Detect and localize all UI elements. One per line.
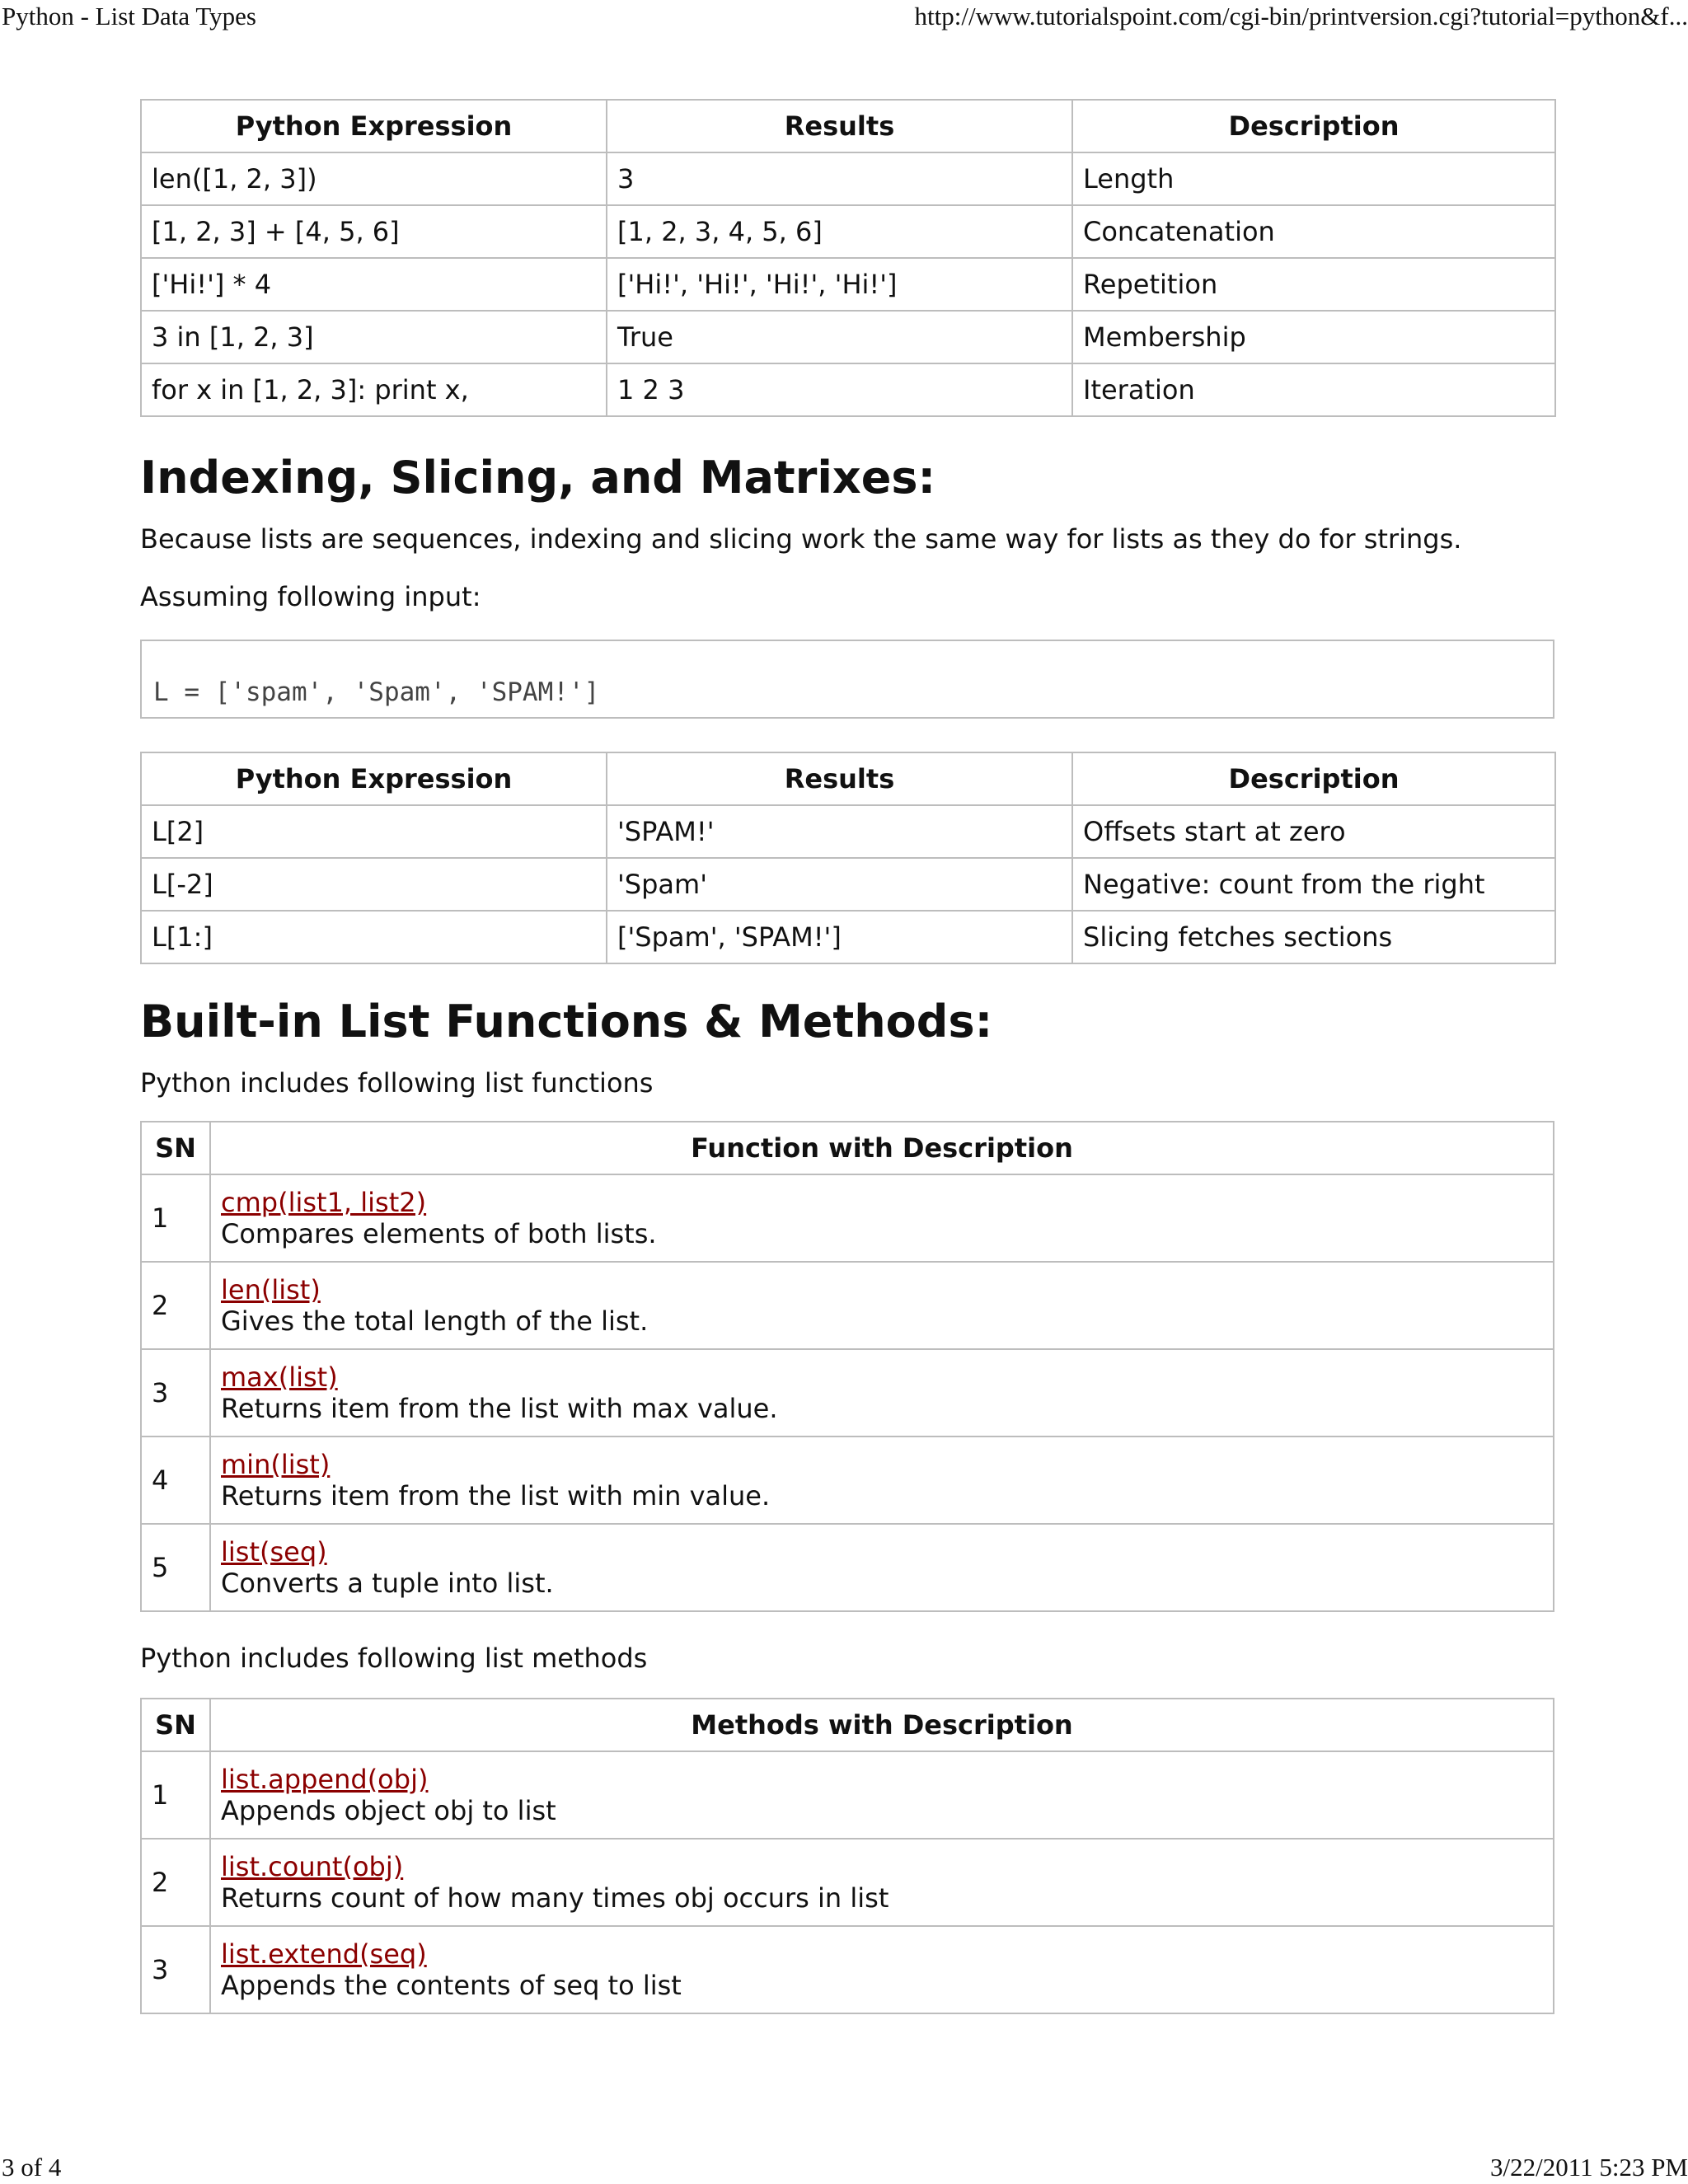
column-header: Results [607, 752, 1072, 805]
methods-table [140, 1698, 1554, 2014]
method-description: Appends the contents of seq to list [221, 1970, 682, 2001]
table-row [141, 1751, 1554, 1839]
function-description: Returns item from the list with max value. [221, 1393, 778, 1424]
table-row [141, 311, 1555, 363]
expression-cell: L[2] [141, 805, 607, 858]
table-row [141, 363, 1555, 416]
column-header: Description [1072, 752, 1555, 805]
function-cell [210, 1174, 1554, 1262]
sn-cell: 2 [141, 1262, 210, 1349]
method-link[interactable]: list.append(obj) [221, 1764, 429, 1795]
main-content [140, 99, 1554, 2014]
function-description: Gives the total length of the list. [221, 1305, 649, 1337]
table-header-row [141, 100, 1555, 152]
table-row [141, 911, 1555, 963]
functions-table [140, 1121, 1554, 1612]
methods-intro: Python includes following list methods [140, 1643, 648, 1674]
column-header: Results [607, 100, 1072, 152]
print-datetime: 3/22/2011 5:23 PM [1490, 2153, 1688, 2182]
page-title: Python - List Data Types [2, 2, 256, 30]
description-cell: Repetition [1072, 258, 1555, 311]
method-link[interactable]: list.extend(seq) [221, 1938, 427, 1970]
method-cell [210, 1839, 1554, 1926]
sn-cell: 1 [141, 1174, 210, 1262]
page-number: 3 of 4 [2, 2153, 62, 2182]
table-header-row [141, 752, 1555, 805]
function-link[interactable]: max(list) [221, 1361, 338, 1393]
table-header-row [141, 1122, 1554, 1174]
code-block: L = ['spam', 'Spam', 'SPAM!'] [140, 640, 1554, 719]
table-row [141, 258, 1555, 311]
method-cell [210, 1751, 1554, 1839]
function-description: Converts a tuple into list. [221, 1568, 554, 1599]
expression-cell: [1, 2, 3] + [4, 5, 6] [141, 205, 607, 258]
description-cell: Slicing fetches sections [1072, 911, 1555, 963]
builtins-heading: Built-in List Functions & Methods: [140, 996, 993, 1047]
print-header [0, 0, 1688, 33]
description-cell: Length [1072, 152, 1555, 205]
sn-cell: 5 [141, 1524, 210, 1611]
expression-cell: L[1:] [141, 911, 607, 963]
sn-cell: 4 [141, 1436, 210, 1524]
method-description: Returns count of how many times obj occurs in list [221, 1882, 889, 1914]
function-description: Returns item from the list with min value. [221, 1480, 771, 1511]
indexing-heading: Indexing, Slicing, and Matrixes: [140, 452, 936, 504]
result-cell: 'SPAM!' [607, 805, 1072, 858]
sn-cell: 3 [141, 1926, 210, 2013]
result-cell: ['Hi!', 'Hi!', 'Hi!', 'Hi!'] [607, 258, 1072, 311]
sn-cell: 1 [141, 1751, 210, 1839]
table-row [141, 858, 1555, 911]
table-row [141, 1926, 1554, 2013]
description-cell: Iteration [1072, 363, 1555, 416]
function-description: Compares elements of both lists. [221, 1218, 657, 1249]
column-header: Methods with Description [210, 1699, 1554, 1751]
function-cell [210, 1436, 1554, 1524]
expression-cell: 3 in [1, 2, 3] [141, 311, 607, 363]
expression-cell: L[-2] [141, 858, 607, 911]
expression-cell: len([1, 2, 3]) [141, 152, 607, 205]
sn-cell: 3 [141, 1349, 210, 1436]
method-link[interactable]: list.count(obj) [221, 1851, 404, 1882]
sn-cell: 2 [141, 1839, 210, 1926]
assume-text: Assuming following input: [140, 581, 481, 612]
description-cell: Offsets start at zero [1072, 805, 1555, 858]
table-row [141, 1349, 1554, 1436]
table-row [141, 1524, 1554, 1611]
column-header: Description [1072, 100, 1555, 152]
table-row [141, 1174, 1554, 1262]
page-url: http://www.tutorialspoint.com/cgi-bin/printversion.cgi?tutorial=python&f... [914, 2, 1688, 30]
table-row [141, 805, 1555, 858]
column-header: Python Expression [141, 100, 607, 152]
table-row [141, 1262, 1554, 1349]
result-cell: ['Spam', 'SPAM!'] [607, 911, 1072, 963]
result-cell: 1 2 3 [607, 363, 1072, 416]
table-row [141, 1436, 1554, 1524]
expression-cell: ['Hi!'] * 4 [141, 258, 607, 311]
function-link[interactable]: cmp(list1, list2) [221, 1187, 427, 1218]
function-link[interactable]: min(list) [221, 1449, 331, 1480]
function-cell [210, 1262, 1554, 1349]
description-cell: Negative: count from the right [1072, 858, 1555, 911]
column-header: SN [141, 1122, 210, 1174]
column-header: Python Expression [141, 752, 607, 805]
method-description: Appends object obj to list [221, 1795, 556, 1826]
print-footer [0, 2149, 1688, 2182]
description-cell: Membership [1072, 311, 1555, 363]
table-row [141, 152, 1555, 205]
result-cell: 3 [607, 152, 1072, 205]
function-link[interactable]: len(list) [221, 1274, 321, 1305]
description-cell: Concatenation [1072, 205, 1555, 258]
function-cell [210, 1349, 1554, 1436]
list-operations-table [140, 99, 1556, 417]
table-row [141, 205, 1555, 258]
expression-cell: for x in [1, 2, 3]: print x, [141, 363, 607, 416]
column-header: SN [141, 1699, 210, 1751]
indexing-intro: Because lists are sequences, indexing and slicing work the same way for lists as they do for strings. [140, 523, 1462, 555]
indexing-table [140, 752, 1556, 964]
result-cell: True [607, 311, 1072, 363]
function-link[interactable]: list(seq) [221, 1536, 327, 1568]
column-header: Function with Description [210, 1122, 1554, 1174]
functions-intro: Python includes following list functions [140, 1067, 654, 1099]
function-cell [210, 1524, 1554, 1611]
method-cell [210, 1926, 1554, 2013]
result-cell: 'Spam' [607, 858, 1072, 911]
result-cell: [1, 2, 3, 4, 5, 6] [607, 205, 1072, 258]
table-row [141, 1839, 1554, 1926]
table-header-row [141, 1699, 1554, 1751]
